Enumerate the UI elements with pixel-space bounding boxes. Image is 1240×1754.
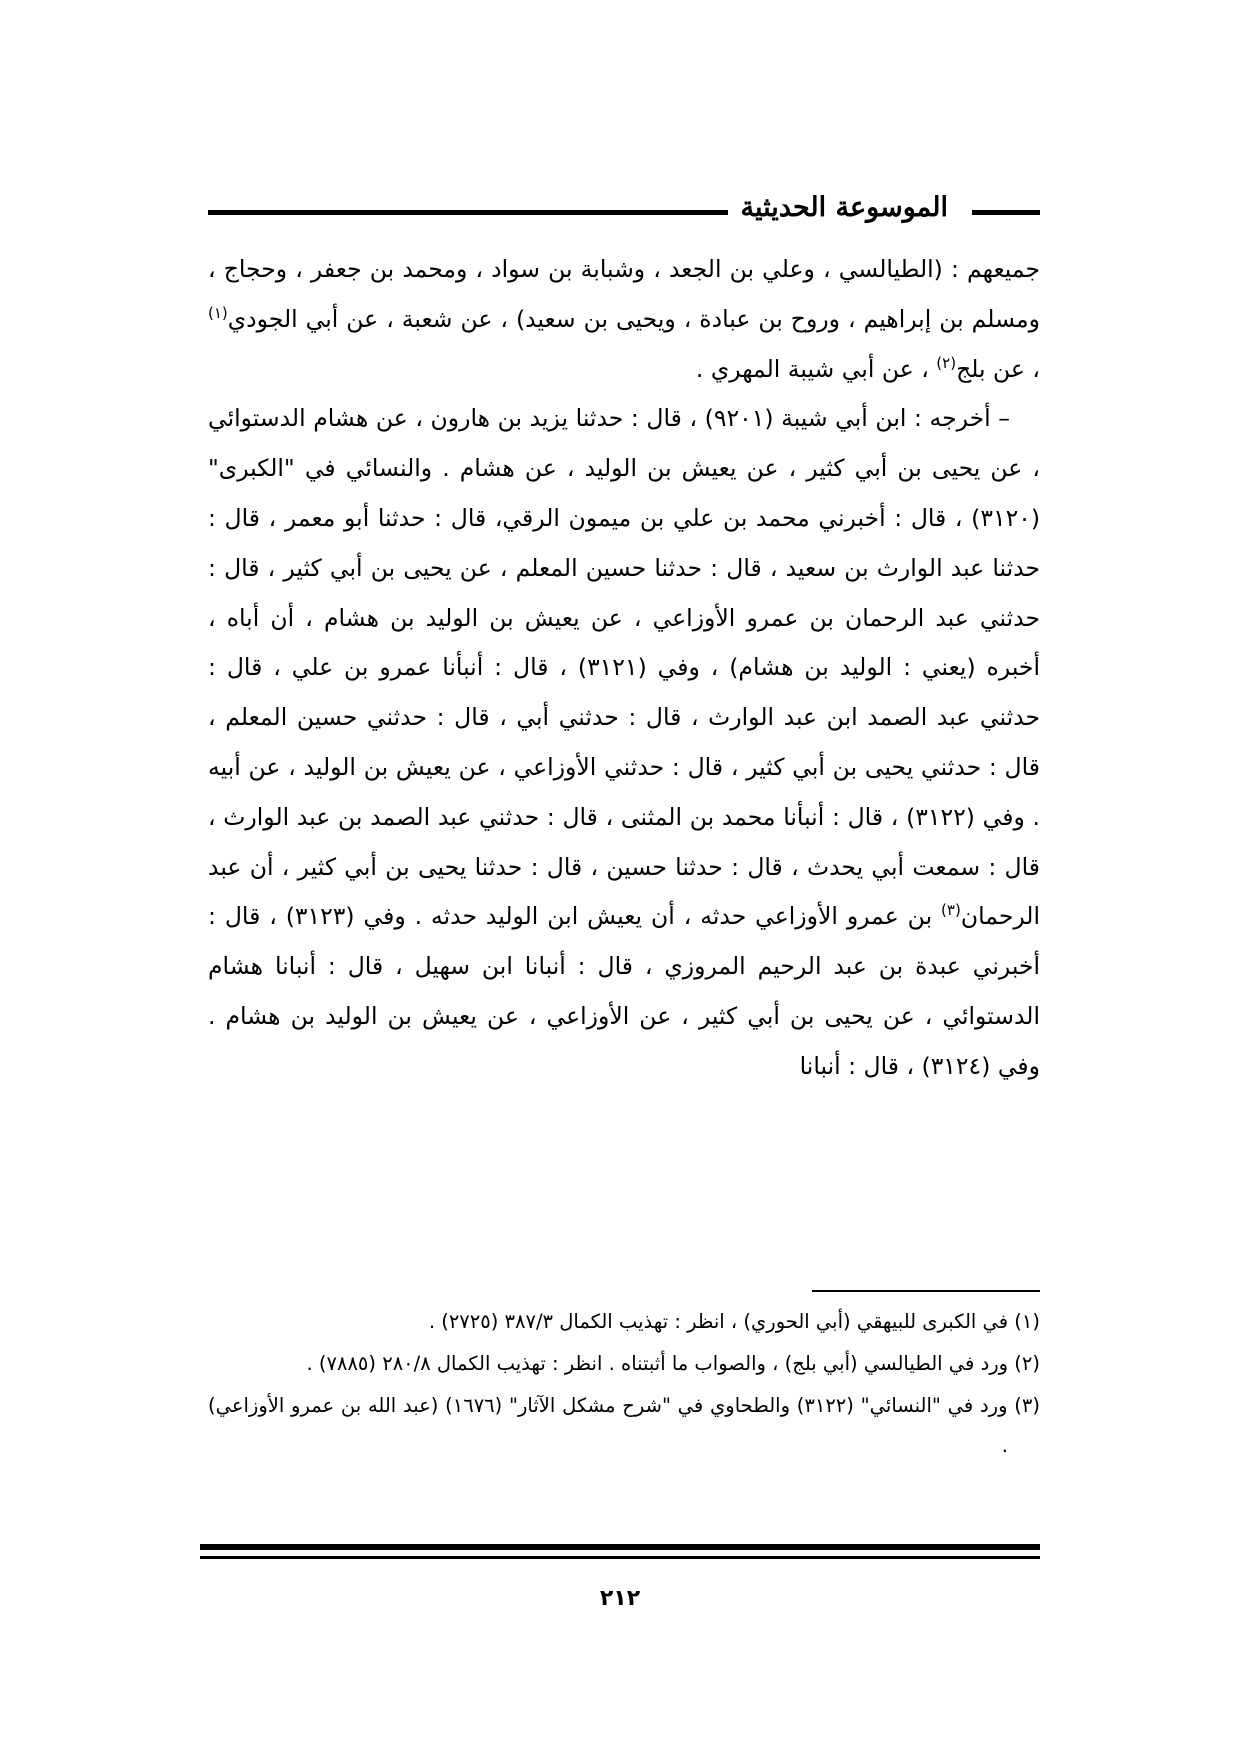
main-text <box>208 245 1040 1092</box>
footnotes <box>208 1302 1040 1468</box>
text-run: جميعهم : (الطيالسي ، وعلي بن الجعد ، وشبابة بن سواد ، ومحمد بن جعفر ، وحجاج ، ومسلم بن إبراهيم ، وروح بن عبادة ، ويحيى بن سعيد) ، عن شعبة ، عن أبي الجودي <box>208 255 1040 333</box>
footnote-marker-1: (١) <box>208 303 228 322</box>
footnote-2: (٢) ورد في الطيالسي (أبي بلج) ، والصواب ما أثبتناه . انظر : تهذيب الكمال ٢٨٠/٨ (٧٨٨٥) . <box>306 1352 1040 1375</box>
paragraph-chain <box>208 245 1040 394</box>
paragraph-takhrij <box>208 394 1040 1091</box>
running-header <box>208 188 1040 240</box>
footnote-3: (٣) ورد في "النسائي" (٣١٢٢) والطحاوي في "شرح مشكل الآثار" (١٦٧٦) (عبد الله بن عمرو الأوزاعي) . <box>208 1394 1040 1457</box>
header-title: الموسوعة الحديثية <box>740 192 948 223</box>
footnote-1: (١) في الكبرى للبيهقي (أبي الحوري) ، انظر : تهذيب الكمال ٣٨٧/٣ (٢٧٢٥) . <box>428 1310 1040 1333</box>
bottom-rule-thin <box>200 1556 1040 1559</box>
text-run: – أخرجه : ابن أبي شيبة (٩٢٠١) ، قال : حدثنا يزيد بن هارون ، عن هشام الدستوائي ، عن يحيى بن أبي كثير ، عن يعيش بن الوليد ، عن هشام . والنسائي في "الكبرى" (٣١٢٠) ، قال : أخبرني محمد بن علي بن ميمون الرقي، قال : حدثنا أبو معمر ، قال : حدثنا عبد الوارث بن سعيد ، قال : حدثنا حسين المعلم ، عن يحيى بن أبي كثير ، قال : حدثني عبد الرحمان بن عمرو الأوزاعي ، عن يعيش بن الوليد بن هشام ، أن أباه ، أخبره (يعني : الوليد بن هشام) ، وفي (٣١٢١) ، قال : أنبأنا عمرو بن علي ، قال : حدثني عبد الصمد ابن عبد الوارث ، قال : حدثني أبي ، قال : حدثني حسين المعلم ، قال : حدثني يحيى بن أبي كثير ، قال : حدثني الأوزاعي ، عن يعيش بن الوليد ، عن أبيه . وفي (٣١٢٢) ، قال : أنبأنا محمد بن المثنى ، قال : حدثني عبد الصمد بن عبد الوارث ، قال : سمعت أبي يحدث ، قال : حدثنا حسين ، قال : حدثنا يحيى بن أبي كثير ، أن عبد الرحمان <box>208 404 1040 931</box>
header-rule-short <box>972 210 1040 215</box>
footnote-separator <box>812 1290 1040 1292</box>
text-run: بن عمرو الأوزاعي حدثه ، أن يعيش ابن الوليد حدثه . وفي (٣١٢٣) ، قال : أخبرني عبدة بن عبد الرحيم المروزي ، قال : أنبانا ابن سهيل ، قال : أنبانا هشام الدستوائي ، عن يحيى بن أبي كثير ، عن الأوزاعي ، عن يعيش بن الوليد بن هشام . وفي (٣١٢٤) ، قال : أنبانا <box>208 902 1040 1080</box>
text-run: ، عن أبي شيبة المهري . <box>695 354 937 383</box>
text-run: ، عن بلج <box>956 354 1040 383</box>
footnote-marker-3: (٣) <box>941 901 961 920</box>
header-rule-long <box>208 210 728 215</box>
footnote-marker-2: (٢) <box>936 353 957 372</box>
bottom-rule-thick <box>200 1544 1040 1550</box>
page-number: ٢١٢ <box>599 1586 641 1611</box>
